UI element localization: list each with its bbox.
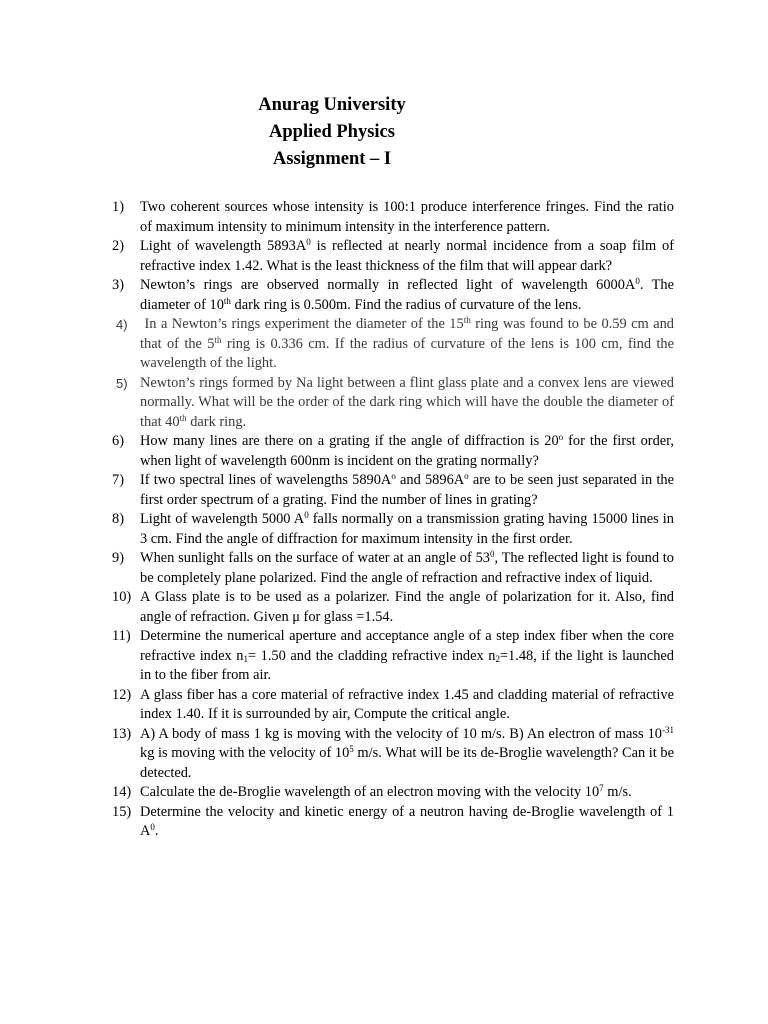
subject-title: Applied Physics <box>269 122 395 142</box>
question-item <box>112 237 674 276</box>
question-text: Light of wavelength 5000 $A^0$ falls normally on a transmission grating having 15000 lines in 3 cm. Find the angle of diffraction for maximum intensity in the first order. <box>140 510 674 547</box>
question-number: 4) <box>116 317 128 332</box>
question-number: 8) <box>112 511 124 527</box>
question-number: 5) <box>116 375 128 391</box>
question-number: 2) <box>112 238 124 254</box>
question-text: Determine the numerical aperture and acceptance angle of a step index fiber when the core refractive index $n_1= 1.50$ and the cladding refractive index $n_2=1.48$, if the light is launched in to the fiber from air. <box>140 628 674 683</box>
university-name: Anurag University <box>258 95 406 115</box>
question-text: A) A body of mass 1 kg is moving with the velocity of 10 m/s. B) An electron of mass $10^{-31}$ kg is moving with the velocity of $10^5$ m/s. What will be its de-Broglie wavelength? Can it be detected. <box>140 724 675 781</box>
question-item <box>112 432 674 471</box>
question-number: 14) <box>112 784 132 800</box>
question-number: 1) <box>112 199 124 215</box>
question-text: When sunlight falls on the surface of water at an angle of $53^0$, The reflected light is found to be completely plane polarized. Find the angle of refraction and refractive index of liquid. <box>140 549 674 586</box>
question-item <box>112 198 674 237</box>
question-text: If two spectral lines of wavelengths $5890A^o$ and $5896A^o$ are to be seen just separated in the first order spectrum of a grating. Find the number of lines in grating? <box>140 471 674 508</box>
question-list <box>112 198 674 842</box>
question-item <box>112 627 674 686</box>
question-item <box>112 374 674 433</box>
document-header <box>200 92 464 173</box>
question-item <box>112 471 674 510</box>
question-item <box>112 588 674 627</box>
question-number: 13) <box>112 725 132 742</box>
question-text: Calculate the de-Broglie wavelength of an electron moving with the velocity $10^7$ m/s. <box>140 783 632 800</box>
question-number: 15) <box>112 803 132 820</box>
question-text: Two coherent sources whose intensity is 100:1 produce interference fringes. Find the ratio of maximum intensity to minimum intensity in the interference pattern. <box>140 199 674 235</box>
question-text: A glass fiber has a core material of refractive index 1.45 and cladding material of refractive index 1.40. If it is surrounded by air, Compute the critical angle. <box>140 686 674 722</box>
question-text: Newton’s rings formed by Na light between a flint glass plate and a convex lens are viewed normally. What will be the order of the dark ring which will have the double the diameter of that 40th dark ring. <box>140 374 674 430</box>
question-text: Determine the velocity and kinetic energy of a neutron having de-Broglie wavelength of 1 $A^0$. <box>140 803 674 839</box>
question-number: 3) <box>112 277 124 293</box>
question-text: Light of wavelength $5893A^0$ is reflected at nearly normal incidence from a soap film of refractive index 1.42. What is the least thickness of the film that will appear dark? <box>140 237 674 274</box>
question-number: 12) <box>112 686 132 703</box>
question-item <box>112 510 674 549</box>
question-number: 7) <box>112 472 124 488</box>
question-number: 9) <box>112 550 124 566</box>
question-item <box>112 725 674 784</box>
question-text: In a Newton’s rings experiment the diameter of the 15th ring was found to be 0.59 cm and that of the 5th ring is 0.336 cm. If the radius of curvature of the lens is 100 cm, find the wavelength of the light. <box>140 315 674 371</box>
question-number: 11) <box>112 628 131 644</box>
question-item <box>112 803 674 842</box>
question-number: 6) <box>112 433 124 449</box>
question-item <box>112 549 674 588</box>
question-text: Newton’s rings are observed normally in reflected light of wavelength $6000A^0$. The diameter of 10th dark ring is 0.500m. Find the radius of curvature of the lens. <box>140 276 674 313</box>
question-text: A Glass plate is to be used as a polarizer. Find the angle of polarization for it. Also, find angle of refraction. Given μ for glass =1.54. <box>140 589 674 625</box>
question-item <box>112 276 674 315</box>
question-item <box>112 686 674 725</box>
question-item <box>112 783 674 803</box>
assignment-title: Assignment – I <box>272 149 392 169</box>
question-item <box>112 315 674 374</box>
question-number: 10) <box>112 589 132 605</box>
question-text: How many lines are there on a grating if the angle of diffraction is 20$^o$ for the first order, when light of wavelength 600nm is incident on the grating normally? <box>140 432 674 469</box>
